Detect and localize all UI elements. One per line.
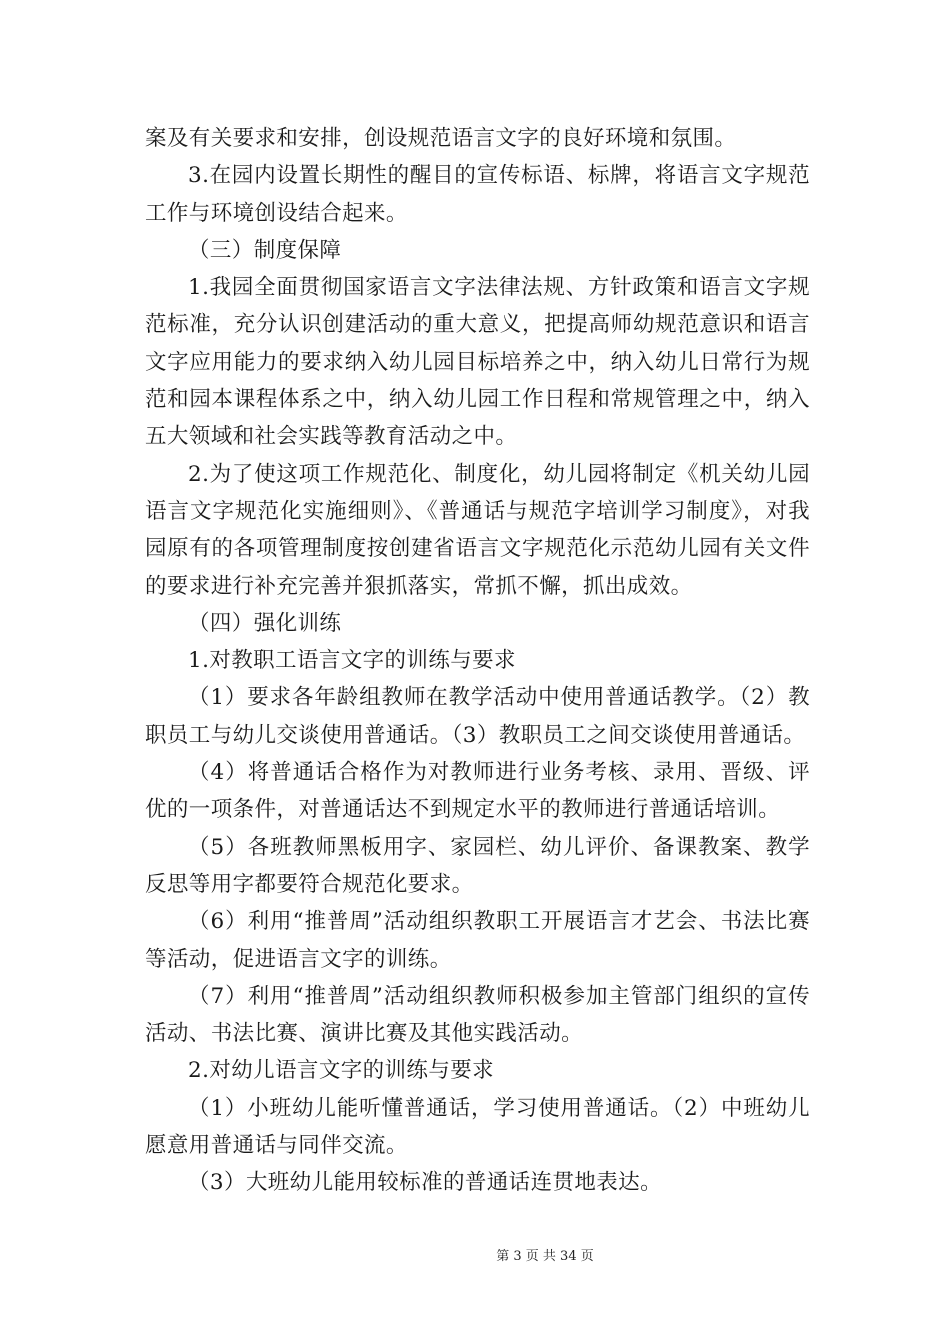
subheading-child-training: 2.对幼儿语言文字的训练与要求: [188, 1058, 495, 1084]
paragraph-item-3-slogans: 3.在园内设置长期性的醒目的宣传标语、标牌，将语言文字规范工作与环境创设结合起来。: [145, 163, 810, 226]
paragraph-child-req-1-2: （1）小班幼儿能听懂普通话，学习使用普通话。（2）中班幼儿愿意用普通话与同伴交流。: [145, 1095, 810, 1159]
subheading-staff-training: 1.对教职工语言文字的训练与要求: [188, 648, 516, 674]
paragraph-staff-req-7: （7）利用“推普周”活动组织教师积极参加主管部门组织的宣传活动、书法比赛、演讲比赛及其他实践活动。: [145, 983, 810, 1047]
document-body: [145, 120, 810, 1202]
paragraph-staff-req-6: （6）利用“推普周”活动组织教职工开展语言才艺会、书法比赛等活动，促进语言文字的训练。: [145, 909, 810, 972]
section-heading-system-guarantee: （三）制度保障: [188, 237, 342, 263]
section-heading-strengthen-training: （四）强化训练: [188, 610, 342, 636]
paragraph-staff-req-1-3: （1）要求各年龄组教师在教学活动中使用普通话教学。（2）教职员工与幼儿交谈使用普通话。（3）教职员工之间交谈使用普通话。: [145, 685, 810, 748]
paragraph-item-2-standardization: 2.为了使这项工作规范化、制度化，幼儿园将制定《机关幼儿园语言文字规范化实施细则》、《普通话与规范字培训学习制度》，对我园原有的各项管理制度按创建省语言文字规范化示范幼儿园有关文件的要求进行补充完善并狠抓落实，常抓不懈，抓出成效。: [145, 461, 810, 599]
paragraph-child-req-3: （3）大班幼儿能用较标准的普通话连贯地表达。: [188, 1170, 662, 1196]
paragraph-staff-req-5: （5）各班教师黑板用字、家园栏、幼儿评价、备课教案、教学反思等用字都要符合规范化要求。: [145, 834, 810, 897]
paragraph-intro-continuation: 案及有关要求和安排，创设规范语言文字的良好环境和氛围。: [145, 126, 737, 151]
paragraph-staff-req-4: （4）将普通话合格作为对教师进行业务考核、录用、晋级、评优的一项条件，对普通话达不到规定水平的教师进行普通话培训。: [145, 760, 810, 823]
paragraph-item-1-laws: 1.我园全面贯彻国家语言文字法律法规、方针政策和语言文字规范标准，充分认识创建活动的重大意义，把提高师幼规范意识和语言文字应用能力的要求纳入幼儿园目标培养之中，纳入幼儿日常行为规范和园本课程体系之中，纳入幼儿园工作日程和常规管理之中，纳入五大领域和社会实践等教育活动之中。: [145, 275, 810, 450]
page-number-footer: 第 3 页 共 34 页: [496, 1249, 594, 1264]
